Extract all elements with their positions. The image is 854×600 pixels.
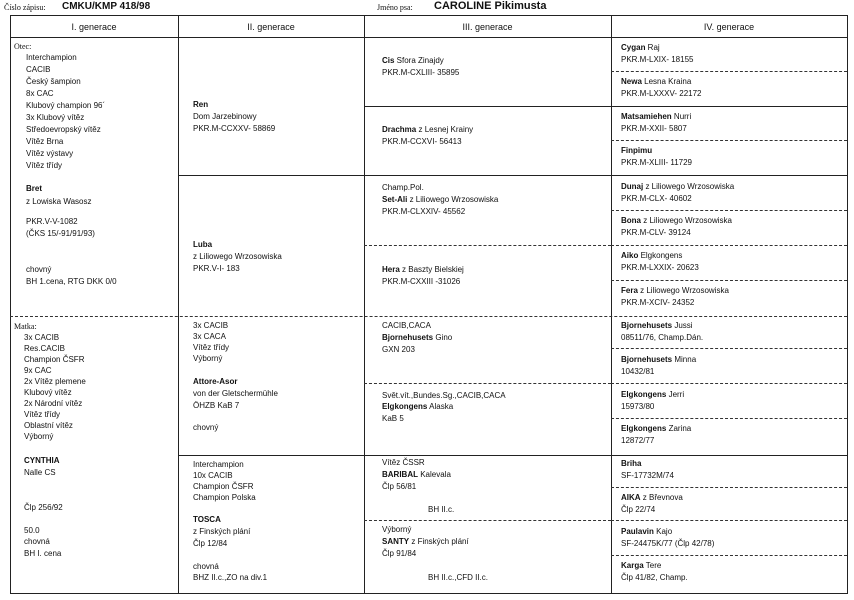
gen3-registration: PKR.M-CXLIII- 35895 [382,68,460,77]
gen3-kennel: z Baszty Bielskiej [399,265,464,274]
gen2-title: Interchampion [193,460,244,469]
gen2-kennel: von der Gletschermühle [193,389,278,398]
gen4-kennel: Elgkongens [638,251,683,260]
gen4-name-line [621,527,672,537]
gen2-health: BHZ II.c.,ZO na div.1 [193,573,268,582]
gen2-breeding: chovný [193,423,219,432]
gen3-title: CACIB,CACA [382,321,431,330]
dam-registration: Člp 256/92 [24,503,63,512]
gen2-divider-top [178,175,364,176]
gen4-name: Elgkongens [621,390,667,399]
gen4-name: Paulavin [621,527,654,536]
dam-title: 9x CAC [24,366,52,375]
gen4-divider [611,280,847,281]
gen4-name-line [621,493,683,503]
dam-label: Matka: [14,322,37,331]
gen4-kennel: z Liliowego Wrzosowiska [643,182,735,191]
gen3-name: Hera [382,265,400,274]
gen2-registration: PKR.V-I- 183 [193,264,240,273]
gen4-name-line [621,459,641,469]
gen4-name: Newa [621,77,642,86]
gen3-kennel: z Lesnej Krainy [416,125,474,134]
sire-name: Bret [26,184,43,193]
gen4-name: Aiko [621,251,639,260]
gen4-name-line [621,77,691,87]
gen4-name-line [621,112,691,122]
registration-label: Číslo zápisu: [4,3,46,12]
gen2-name: Attore-Asor [193,377,238,386]
sire-label: Otec: [14,42,32,51]
gen4-name: Karga [621,561,644,570]
gen4-divider [611,140,847,141]
gen4-kennel: Kajo [653,527,673,536]
sire-registration-2: (ČKS 15/-91/91/93) [26,229,95,238]
dam-title: Champion ČSFR [24,355,85,364]
gen2-title: Champion Polska [193,493,256,502]
gen4-registration: PKR.M-LXXXV- 22172 [621,89,702,98]
gen3-name-line [382,195,498,205]
sire-title: 3x Klubový vítěz [26,113,85,122]
gen4-name: Fera [621,286,638,295]
gen3-registration: KaB 5 [382,414,404,423]
gen4-name-line [621,146,652,156]
gen3-registration: GXN 203 [382,345,415,354]
gen4-divider [611,455,847,456]
gen3-registration: Člp 56/81 [382,482,417,491]
dog-name-label: Jméno psa: [377,3,413,12]
gen4-name-line [621,424,691,434]
gen3-kennel: z Liliowego Wrzosowiska [407,195,499,204]
sire-title: Vítěz výstavy [26,149,74,158]
gen2-breeding: chovná [193,562,219,571]
gen4-divider [611,106,847,107]
gen3-name-line [382,402,453,412]
gen4-name: Dunaj [621,182,644,191]
gen4-registration: PKR.M-CLX- 40602 [621,194,692,203]
gen2-title: Vítěz třídy [193,343,230,352]
gen2-kennel: z Finských plání [193,527,251,536]
gen3-title: Champ.Pol. [382,183,424,192]
col-divider-2 [364,15,365,593]
gen3-registration: PKR.M-CXXIII -31026 [382,277,461,286]
gen4-registration: PKR.M-XLIII- 11729 [621,158,692,167]
gen3-name: Cis [382,56,395,65]
dam-breeding: chovná [24,537,50,546]
gen4-kennel: z Liliowego Wrzosowiska [637,286,729,295]
gen3-divider [364,245,611,246]
gen4-name-line [621,251,682,261]
gen4-kennel: Nurri [671,112,692,121]
gen3-name-line [382,125,473,135]
gen4-registration: 08511/76, Champ.Dán. [621,333,704,342]
gen2-name: Ren [193,100,209,109]
gen4-divider [611,555,847,556]
gen4-registration: PKR.M-XXII- 5807 [621,124,687,133]
sire-title: 8x CAC [26,89,54,98]
column-header-gen1: I. generace [71,22,117,32]
sire-registration: PKR.V-V-1082 [26,217,78,226]
gen3-divider [364,106,611,107]
gen4-divider [611,348,847,349]
gen2-title: Champion ČSFR [193,482,254,491]
gen4-name: Matsamiehen [621,112,672,121]
gen4-kennel: Lesna Kraina [641,77,692,86]
gen3-name: BARIBAL [382,470,418,479]
gen4-divider [611,245,847,246]
sire-dam-divider [10,316,847,317]
gen3-name: Drachma [382,125,417,134]
table-top-border [10,15,848,16]
gen3-name: Elgkongens [382,402,428,411]
gen3-kennel: Gino [433,333,453,342]
gen4-registration: 12872/77 [621,436,655,445]
gen3-divider [364,455,611,456]
gen2-name: Luba [193,240,213,249]
gen4-name-line [621,561,661,571]
gen4-divider [611,175,847,176]
column-header-gen2: II. generace [247,22,295,32]
gen3-name-line [382,537,469,547]
gen2-title: 10x CACIB [193,471,233,480]
gen4-kennel: Jerri [666,390,685,399]
dam-title: Výborný [24,432,54,441]
gen4-kennel: z Liliowego Wrzosowiska [641,216,732,225]
gen2-registration: Člp 12/84 [193,539,228,548]
gen2-kennel: Dom Jarzebinowy [193,112,257,121]
gen3-kennel: Kalevala [418,470,451,479]
header-bottom-border [10,37,848,38]
gen4-kennel: Jussi [672,321,693,330]
gen3-name-line [382,470,451,480]
gen4-registration: PKR.M-LXIX- 18155 [621,55,694,64]
gen4-name-line [621,286,729,296]
gen2-title: 3x CACA [193,332,226,341]
dog-name: CAROLINE Pikimusta [434,0,547,12]
dam-title: 2x Vítěz plemene [24,377,86,386]
gen3-registration: Člp 91/84 [382,549,417,558]
dam-title: Res.CACIB [24,344,65,353]
sire-breeding: chovný [26,265,52,274]
gen4-divider [611,418,847,419]
gen4-divider [611,71,847,72]
gen3-name: SANTY [382,537,410,546]
gen4-divider [611,487,847,488]
gen4-registration: 10432/81 [621,367,655,376]
gen4-registration: SF-17732M/74 [621,471,674,480]
gen2-title: Výborný [193,354,223,363]
gen3-health: BH II.c.,CFD II.c. [428,573,489,582]
dam-health: BH I. cena [24,549,62,558]
gen3-registration: PKR.M-CLXXIV- 45562 [382,207,466,216]
gen4-name-line [621,216,732,226]
gen2-title: 3x CACIB [193,321,229,330]
column-header-gen3: III. generace [462,22,513,32]
gen3-title: Vítěz ČSSR [382,458,425,467]
dam-extra: 50.0 [24,526,40,535]
dam-name: CYNTHIA [24,456,60,465]
gen4-name: Elgkongens [621,424,667,433]
dam-title: 2x Národní vítěz [24,399,83,408]
sire-title: Interchampion [26,53,77,62]
sire-title: Vítěz Brna [26,137,64,146]
gen2-name: TOSCA [193,515,221,524]
gen4-name: Bona [621,216,641,225]
gen4-name: Briha [621,459,642,468]
gen3-name-line [382,333,452,343]
gen4-registration: PKR.M-LXXIX- 20623 [621,263,699,272]
gen2-registration: PKR.M-CCXXV- 58869 [193,124,276,133]
gen4-kennel: z Břevnova [640,493,683,502]
gen2-registration: ÖHZB KaB 7 [193,401,240,410]
dam-title: Klubový vítěz [24,388,72,397]
gen2-kennel: z Liliowego Wrzosowiska [193,252,282,261]
gen3-divider [364,175,611,176]
dam-title: Vítěz třídy [24,410,61,419]
gen4-name: Bjornehusets [621,321,673,330]
sire-title: Klubový champion 96´ [26,101,106,110]
gen3-divider [364,383,611,384]
gen4-registration: Člp 41/82, Champ. [621,573,688,582]
gen4-registration: Člp 22/74 [621,505,656,514]
sire-title: Český šampion [26,77,81,86]
gen4-registration: PKR.M-XCIV- 24352 [621,298,695,307]
gen3-title: Výborný [382,525,412,534]
gen3-registration: PKR.M-CCXVI- 56413 [382,137,462,146]
gen4-name-line [621,355,696,365]
gen4-registration: 15973/80 [621,402,655,411]
gen4-kennel: Tere [643,561,662,570]
gen3-name: Bjornehusets [382,333,434,342]
gen4-name-line [621,182,734,192]
col-divider-3 [611,15,612,593]
gen3-kennel: Sfora Zinajdy [394,56,444,65]
gen3-name: Set-Ali [382,195,408,204]
gen4-registration: PKR.M-CLV- 39124 [621,228,691,237]
gen3-kennel: z Finských plání [409,537,469,546]
sire-title: Vítěz třídy [26,161,63,170]
gen4-name: Finpimu [621,146,653,155]
gen4-divider [611,520,847,521]
dam-kennel: Nalle CS [24,468,56,477]
table-left-border [10,15,11,593]
gen4-divider [611,210,847,211]
gen2-divider-bottom [178,455,364,456]
gen4-kennel: Zarina [666,424,692,433]
gen4-registration: SF-24475K/77 (Člp 42/78) [621,539,715,548]
table-bottom-border [10,593,848,594]
sire-title: CACIB [26,65,51,74]
gen3-health: BH II.c. [428,505,455,514]
gen4-divider [611,383,847,384]
gen4-name-line [621,390,684,400]
column-header-gen4: IV. generace [703,22,755,32]
dam-title: Oblastní vítěz [24,421,73,430]
gen4-kennel: Minna [672,355,697,364]
gen4-name: AIKA [621,493,641,502]
gen3-name-line [382,56,444,66]
sire-title: Středoevropský vítěz [26,125,101,134]
gen4-name: Cygan [621,43,646,52]
sire-kennel: z Lowiska Wasosz [26,197,92,206]
table-right-border [847,15,848,593]
gen3-divider [364,520,611,521]
gen3-title: Svět.vít.,Bundes.Sg.,CACIB,CACA [382,391,506,400]
gen4-name: Bjornehusets [621,355,673,364]
gen3-name-line [382,265,464,275]
dam-title: 3x CACIB [24,333,60,342]
gen4-kennel: Raj [645,43,660,52]
sire-health: BH 1.cena, RTG DKK 0/0 [26,277,117,286]
registration-number: CMKU/KMP 418/98 [62,1,151,12]
gen4-name-line [621,321,693,331]
gen3-kennel: Alaska [427,402,454,411]
col-divider-1 [178,15,179,593]
gen4-name-line [621,43,660,53]
